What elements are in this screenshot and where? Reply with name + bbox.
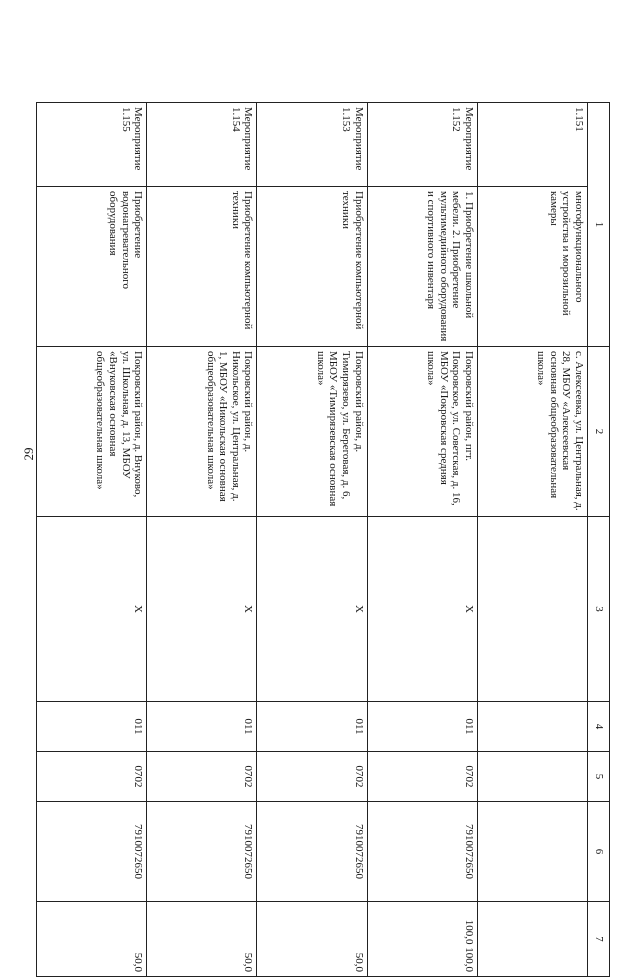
row-mark: Х — [147, 517, 257, 702]
row-event: Приобретение компьютерной техники — [147, 187, 257, 347]
row-code-4: 011 — [257, 702, 367, 752]
row-id: Мероприятие 1.155 — [37, 103, 147, 187]
row-id: 1.151 — [477, 103, 587, 187]
row-code-5: 0702 — [37, 752, 147, 802]
row-event: Приобретение водонагревательного оборудования — [37, 187, 147, 347]
row-id: Мероприятие 1.154 — [147, 103, 257, 187]
row-amount: 50,0 — [147, 902, 257, 977]
row-event: 1. Приобретение школьной мебели. 2. Приобретение мультимедийного оборудования и спортивного инвентаря — [367, 187, 477, 347]
column-header-5: 5 — [588, 752, 610, 802]
column-header-6: 6 — [588, 802, 610, 902]
table-row — [367, 103, 477, 977]
column-header-4: 4 — [588, 702, 610, 752]
row-amount: 50,0 — [37, 902, 147, 977]
table-frame — [36, 102, 610, 976]
row-address: Покровский район, д. Внуково, ул. Школьная, д. 13, МБОУ «Внуковская основная общеобразовательная школа» — [37, 347, 147, 517]
row-mark: Х — [257, 517, 367, 702]
row-mark — [477, 517, 587, 702]
column-number-row — [588, 103, 610, 977]
row-code-5 — [477, 752, 587, 802]
row-code-5: 0702 — [147, 752, 257, 802]
row-address: Покровский район, д. Никольское, ул. Центральная, д. 1, МБОУ «Никольская основная общеобразовательная школа» — [147, 347, 257, 517]
row-code-6: 7910072650 — [147, 802, 257, 902]
table-row — [147, 103, 257, 977]
row-code-4: 011 — [147, 702, 257, 752]
row-amount — [477, 902, 587, 977]
row-event: Приобретение компьютерной техники — [257, 187, 367, 347]
row-code-5: 0702 — [257, 752, 367, 802]
row-address: с. Алексеевка, ул. Центральная, д. 28, МБОУ «Алексеевская основная общеобразовательная школа» — [477, 347, 587, 517]
row-id: Мероприятие 1.152 — [367, 103, 477, 187]
table-row — [257, 103, 367, 977]
row-mark: Х — [367, 517, 477, 702]
row-amount: 100,0 100,0 — [367, 902, 477, 977]
row-address: Покровский район, пгт. Покровское, ул. Советская, д. 16, МБОУ «Покровская средняя школа» — [367, 347, 477, 517]
row-event: многофункционального устройства и морозильной камеры — [477, 187, 587, 347]
row-id: Мероприятие 1.153 — [257, 103, 367, 187]
column-header-2: 2 — [588, 347, 610, 517]
column-header-1: 1 — [588, 103, 610, 347]
row-mark: Х — [37, 517, 147, 702]
row-code-4 — [477, 702, 587, 752]
table-row — [477, 103, 587, 977]
row-amount: 50,0 — [257, 902, 367, 977]
page-number: 29 — [21, 447, 36, 461]
table-row — [37, 103, 147, 977]
measures-table — [36, 102, 610, 977]
row-code-4: 011 — [367, 702, 477, 752]
column-header-7: 7 — [588, 902, 610, 977]
row-code-6: 7910072650 — [257, 802, 367, 902]
row-code-4: 011 — [37, 702, 147, 752]
row-code-6: 7910072650 — [367, 802, 477, 902]
row-code-6 — [477, 802, 587, 902]
row-code-6: 7910072650 — [37, 802, 147, 902]
row-address: Покровский район, д. Тимирязево, ул. Береговая, д. 6, МБОУ «Тимирязевская основная школа» — [257, 347, 367, 517]
row-code-5: 0702 — [367, 752, 477, 802]
column-header-3: 3 — [588, 517, 610, 702]
